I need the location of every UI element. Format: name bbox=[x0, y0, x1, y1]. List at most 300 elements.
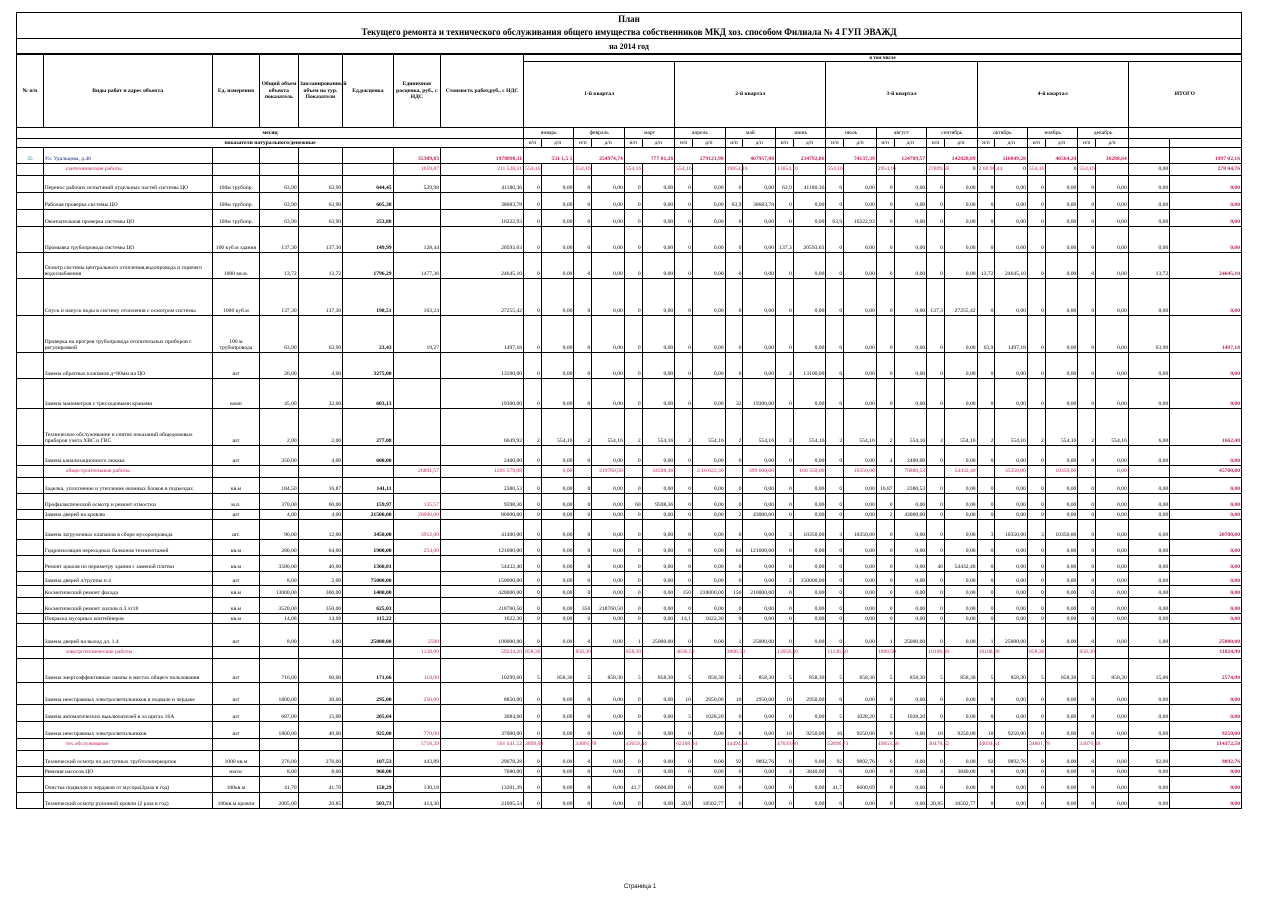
section-month-cell bbox=[693, 647, 726, 659]
sub-n: н/п bbox=[1078, 139, 1096, 148]
work-name: Ревизия насосов ЦО bbox=[43, 767, 212, 777]
month-cell: 0 bbox=[1078, 572, 1096, 586]
month-cell: 2 bbox=[776, 409, 794, 446]
month-cell: 0 bbox=[826, 478, 844, 494]
object-month-9: 142828,89 bbox=[927, 148, 977, 164]
row-total-qty: 1,00 bbox=[1128, 624, 1170, 647]
work-cost: 86000,00 bbox=[441, 510, 524, 520]
month-cell: 0,00 bbox=[944, 751, 977, 767]
month-cell: 0 bbox=[1027, 586, 1045, 598]
row-total-sum: 0,00 bbox=[1170, 227, 1242, 253]
section-month-cell bbox=[1045, 647, 1078, 659]
unit-price bbox=[393, 193, 440, 210]
month-cell: 0 bbox=[1078, 510, 1096, 520]
month-cell: 0,00 bbox=[693, 510, 726, 520]
cell bbox=[298, 739, 342, 751]
month-cell: 0 bbox=[876, 556, 894, 572]
month-cell: 0,00 bbox=[743, 767, 776, 777]
month-cell: 0,00 bbox=[541, 316, 574, 353]
section-month-cell: 554,16 bbox=[574, 164, 592, 176]
month-cell: 858,30 bbox=[693, 659, 726, 683]
month-cell: 0 bbox=[826, 494, 844, 510]
month-cell: 0,00 bbox=[995, 556, 1028, 572]
month-cell: 0,00 bbox=[1096, 572, 1129, 586]
unit-price: 163,24 bbox=[393, 279, 440, 316]
month-cell: 2950,00 bbox=[693, 683, 726, 705]
month-cell: 0 bbox=[574, 540, 592, 556]
month-cell: 0,00 bbox=[1096, 227, 1129, 253]
month-cell: 0,00 bbox=[793, 705, 826, 722]
month-cell: 0,00 bbox=[1045, 210, 1078, 227]
unit-price-unit: 1900,00 bbox=[343, 540, 393, 556]
month-cell: 0,00 bbox=[541, 353, 574, 379]
month-cell: 0,00 bbox=[1045, 722, 1078, 739]
section-cost: 1659,87 bbox=[393, 164, 440, 176]
work-name: Замена дверей на выход дл. 1.4 bbox=[43, 624, 212, 647]
object-cost-total: 1978898,11 bbox=[441, 148, 524, 164]
month-cell: 0 bbox=[876, 227, 894, 253]
planned-volume: 41,70 bbox=[298, 777, 342, 793]
month-cell: 43000,00 bbox=[894, 510, 927, 520]
row-num bbox=[17, 353, 44, 379]
work-unit: насос bbox=[212, 767, 259, 777]
unit-price: 128,44 bbox=[393, 227, 440, 253]
total-volume: 350,00 bbox=[260, 446, 299, 466]
month-cell: 0 bbox=[524, 316, 542, 353]
work-cost: 24645,10 bbox=[441, 253, 524, 279]
month-cell: 63,9 bbox=[725, 193, 743, 210]
month-cell: 0 bbox=[776, 446, 794, 466]
section-month-cell: 44694,54 bbox=[977, 739, 995, 751]
month-cell: 0 bbox=[927, 478, 945, 494]
total-volume: 687,00 bbox=[260, 705, 299, 722]
month-cell: 0,00 bbox=[944, 624, 977, 647]
month-cell: 0,00 bbox=[844, 793, 877, 809]
row-total-qty: 0,00 bbox=[1128, 683, 1170, 705]
month-cell: 43000,00 bbox=[743, 510, 776, 520]
work-cost: 1497,18 bbox=[441, 316, 524, 353]
month-4: апрель bbox=[675, 128, 725, 139]
month-cell: 16222,93 bbox=[844, 210, 877, 227]
month-cell: 0,00 bbox=[894, 316, 927, 353]
month-cell: 0,00 bbox=[1045, 510, 1078, 520]
month-cell: 0,00 bbox=[995, 572, 1028, 586]
month-cell: 0 bbox=[977, 572, 995, 586]
month-cell: 0,00 bbox=[793, 586, 826, 598]
work-unit: кв.м bbox=[212, 556, 259, 572]
unit-price bbox=[393, 210, 440, 227]
month-cell: 554,16 bbox=[1096, 409, 1129, 446]
unit-price-unit: 159,97 bbox=[343, 494, 393, 510]
sub-n: н/п bbox=[574, 139, 592, 148]
month-cell: 0 bbox=[1078, 210, 1096, 227]
month-cell: 0 bbox=[876, 253, 894, 279]
month-cell: 0,00 bbox=[743, 176, 776, 193]
month-cell: 0 bbox=[524, 279, 542, 316]
month-cell: 0,00 bbox=[793, 316, 826, 353]
sub-n: н/п bbox=[624, 139, 642, 148]
work-cost: 37000,00 bbox=[441, 722, 524, 739]
month-cell: 0 bbox=[675, 446, 693, 466]
month-cell: 0 bbox=[725, 705, 743, 722]
table-row bbox=[17, 683, 1242, 705]
section-month-cell bbox=[793, 739, 826, 751]
month-cell: 0,00 bbox=[592, 683, 625, 705]
total-volume: 2085,00 bbox=[260, 793, 299, 809]
month-cell: 0,00 bbox=[1045, 586, 1078, 598]
month-cell: 0,00 bbox=[944, 446, 977, 466]
work-name: Замена канализационного лежака bbox=[43, 446, 212, 466]
unit-price bbox=[393, 478, 440, 494]
row-total-sum: 0,00 bbox=[1170, 540, 1242, 556]
month-cell: 0,00 bbox=[844, 379, 877, 409]
month-cell: 0,00 bbox=[743, 556, 776, 572]
row-total-sum: 0,00 bbox=[1170, 705, 1242, 722]
section-cost-total: 59234,20 bbox=[441, 647, 524, 659]
table-row bbox=[17, 379, 1242, 409]
month-cell: 4 bbox=[776, 353, 794, 379]
row-total-qty: 0,00 bbox=[1128, 193, 1170, 210]
month-cell: 0 bbox=[876, 722, 894, 739]
month-cell: 0,00 bbox=[541, 510, 574, 520]
month-cell: 0 bbox=[1078, 379, 1096, 409]
month-cell: 0 bbox=[574, 316, 592, 353]
table-row bbox=[17, 279, 1242, 316]
row-total-qty: 0,00 bbox=[1128, 598, 1170, 614]
section-month-cell: 554,16 bbox=[1027, 164, 1045, 176]
month-cell: 3 bbox=[826, 520, 844, 540]
month-cell: 0 bbox=[524, 777, 542, 793]
section-month-cell: 70880,53 bbox=[894, 466, 927, 478]
object-month-6: 234792,06 bbox=[776, 148, 826, 164]
total-volume: 14,08 bbox=[260, 614, 299, 624]
month-cell: 5 bbox=[675, 659, 693, 683]
cell bbox=[260, 148, 299, 164]
planned-volume: 4,00 bbox=[298, 510, 342, 520]
unit-price-unit: 21500,00 bbox=[343, 510, 393, 520]
section-label: тех.обслуживание bbox=[43, 739, 212, 751]
month-cell: 0 bbox=[675, 510, 693, 520]
row-total-sum: 0,00 bbox=[1170, 446, 1242, 466]
month-cell: 0,00 bbox=[592, 520, 625, 540]
month-cell: 0 bbox=[977, 683, 995, 705]
table-row bbox=[17, 705, 1242, 722]
month-cell: 0 bbox=[927, 683, 945, 705]
sub-n: н/п bbox=[776, 139, 794, 148]
month-cell: 2 bbox=[1078, 409, 1096, 446]
sub-n: н/п bbox=[977, 139, 995, 148]
month-cell: 5 bbox=[876, 705, 894, 722]
work-unit: шт bbox=[212, 722, 259, 739]
month-cell: 0,00 bbox=[1096, 683, 1129, 705]
month-11: ноябрь bbox=[1027, 128, 1077, 139]
month-cell: 0 bbox=[725, 210, 743, 227]
month-cell: 0 bbox=[977, 353, 995, 379]
month-cell: 0 bbox=[574, 572, 592, 586]
month-cell: 0 bbox=[977, 193, 995, 210]
month-cell: 0,00 bbox=[642, 176, 675, 193]
month-cell: 0 bbox=[826, 379, 844, 409]
month-cell: 32 bbox=[725, 379, 743, 409]
month-cell: 0 bbox=[776, 751, 794, 767]
month-cell: 2950,00 bbox=[743, 683, 776, 705]
row-num bbox=[17, 614, 44, 624]
month-cell: 0,00 bbox=[743, 279, 776, 316]
section-month-cell: 13654,16 bbox=[776, 164, 794, 176]
work-unit: шт bbox=[212, 572, 259, 586]
section-month-cell: 4836,50 bbox=[675, 647, 693, 659]
total-volume: 13000,00 bbox=[260, 586, 299, 598]
month-cell: 0 bbox=[524, 478, 542, 494]
month-cell: 0,00 bbox=[541, 722, 574, 739]
month-cell: 0,00 bbox=[944, 540, 977, 556]
section-month-cell bbox=[1027, 466, 1045, 478]
section-month-cell bbox=[524, 466, 542, 478]
month-cell: 0 bbox=[624, 598, 642, 614]
month-cell: 0,00 bbox=[592, 624, 625, 647]
work-name: Замена неисправных электросветильников в подвале и чердаке bbox=[43, 683, 212, 705]
month-cell: 0,00 bbox=[743, 353, 776, 379]
month-cell: 0 bbox=[826, 193, 844, 210]
month-cell: 0 bbox=[1027, 722, 1045, 739]
month-cell: 0,00 bbox=[1045, 227, 1078, 253]
month-cell: 0 bbox=[725, 478, 743, 494]
month-cell: 2 bbox=[725, 510, 743, 520]
month-cell: 0 bbox=[574, 210, 592, 227]
sub-d: д/п bbox=[642, 139, 675, 148]
month-cell: 9250,00 bbox=[944, 722, 977, 739]
section-month-cell bbox=[826, 466, 844, 478]
month-5: май bbox=[725, 128, 775, 139]
month-cell: 0,00 bbox=[642, 253, 675, 279]
month-cell: 0,00 bbox=[592, 705, 625, 722]
section-month-cell: 3899,09 bbox=[524, 739, 542, 751]
month-cell: 137,3 bbox=[776, 227, 794, 253]
section-month-cell: 10108,30 bbox=[927, 647, 945, 659]
month-cell: 0,00 bbox=[894, 379, 927, 409]
month-cell: 5 bbox=[675, 705, 693, 722]
month-cell: 0 bbox=[826, 279, 844, 316]
month-cell: 0 bbox=[725, 777, 743, 793]
month-cell: 0,00 bbox=[1096, 722, 1129, 739]
month-cell: 554,16 bbox=[995, 409, 1028, 446]
month-cell: 0 bbox=[1078, 751, 1096, 767]
month-cell: 0 bbox=[927, 520, 945, 540]
object-month-4: 279121,90 bbox=[675, 148, 725, 164]
month-cell: 0,00 bbox=[541, 705, 574, 722]
cell bbox=[343, 148, 393, 164]
month-cell: 0 bbox=[1027, 227, 1045, 253]
row-num bbox=[17, 540, 44, 556]
month-cell: 0,00 bbox=[693, 478, 726, 494]
month-cell: 0 bbox=[1078, 586, 1096, 598]
unit-price-unit: 198,51 bbox=[343, 279, 393, 316]
month-cell: 0 bbox=[524, 353, 542, 379]
unit-price bbox=[393, 353, 440, 379]
month-cell: 0,00 bbox=[592, 494, 625, 510]
section-label: сантехнические работы bbox=[43, 164, 212, 176]
month-cell: 0 bbox=[927, 598, 945, 614]
month-cell: 0,00 bbox=[995, 279, 1028, 316]
month-cell: 0 bbox=[675, 353, 693, 379]
work-name: Гидроизоляция переходных балконов техничэтажей bbox=[43, 540, 212, 556]
month-cell: 0 bbox=[876, 316, 894, 353]
month-cell: 0,00 bbox=[844, 556, 877, 572]
month-cell: 0,00 bbox=[793, 614, 826, 624]
month-cell: 0 bbox=[624, 510, 642, 520]
sub-n: н/п bbox=[725, 139, 743, 148]
work-name: Технический осмотр по доступных трубтолоперкорпок bbox=[43, 751, 212, 767]
month-cell: 41,7 bbox=[624, 777, 642, 793]
section-cost-total: 501 341,52 bbox=[441, 739, 524, 751]
month-cell: 0,00 bbox=[642, 614, 675, 624]
month-cell: 0,00 bbox=[1045, 494, 1078, 510]
month-cell: 0,00 bbox=[995, 540, 1028, 556]
month-cell: 0,00 bbox=[1096, 210, 1129, 227]
month-cell: 0 bbox=[574, 751, 592, 767]
month-cell: 0 bbox=[1027, 793, 1045, 809]
sub-d: д/п bbox=[592, 139, 625, 148]
month-cell: 9250,00 bbox=[844, 722, 877, 739]
month-cell: 0,00 bbox=[894, 193, 927, 210]
row-num bbox=[17, 793, 44, 809]
header-quarter-1: 1-й квартал bbox=[524, 62, 675, 128]
work-name: Косметический ремонт фасада bbox=[43, 586, 212, 598]
month-cell: 20593,63 bbox=[793, 227, 826, 253]
work-name: Замена неисправных электросветильников bbox=[43, 722, 212, 739]
month-cell: 0,00 bbox=[693, 446, 726, 466]
month-cell: 0,00 bbox=[592, 379, 625, 409]
month-cell: 0,00 bbox=[642, 751, 675, 767]
row-num bbox=[17, 210, 44, 227]
month-cell: 40 bbox=[927, 556, 945, 572]
month-cell: 0 bbox=[927, 353, 945, 379]
table-row bbox=[17, 614, 1242, 624]
month-cell: 0,00 bbox=[995, 176, 1028, 193]
month-cell: 0 bbox=[927, 446, 945, 466]
planned-volume: 40,00 bbox=[298, 556, 342, 572]
section-month-cell: 52896,73 bbox=[826, 739, 844, 751]
month-cell: 0 bbox=[675, 520, 693, 540]
section-total-sum: 45700,00 bbox=[1170, 466, 1242, 478]
month-cell: 0,00 bbox=[793, 253, 826, 279]
month-cell: 3 bbox=[1027, 520, 1045, 540]
month-cell: 0 bbox=[977, 614, 995, 624]
month-cell: 0 bbox=[524, 793, 542, 809]
section-month-cell: 10350,00 bbox=[1045, 466, 1078, 478]
month-cell: 63,9 bbox=[826, 210, 844, 227]
month-cell: 0 bbox=[624, 793, 642, 809]
section-label: электротехнические работы bbox=[43, 647, 212, 659]
work-cost: 8850,00 bbox=[441, 683, 524, 705]
month-cell: 0,00 bbox=[894, 767, 927, 777]
month-cell: 0,00 bbox=[894, 520, 927, 540]
month-cell: 0,00 bbox=[995, 193, 1028, 210]
month-12: декабрь bbox=[1078, 128, 1128, 139]
month-cell: 0,00 bbox=[693, 353, 726, 379]
month-cell: 0 bbox=[574, 176, 592, 193]
month-cell: 858,30 bbox=[642, 659, 675, 683]
month-cell: 554,16 bbox=[1045, 409, 1078, 446]
section-month-cell: 34801,78 bbox=[1027, 739, 1045, 751]
section-month-cell bbox=[1096, 647, 1129, 659]
month-cell: 0 bbox=[725, 316, 743, 353]
unit-price-unit: 3450,00 bbox=[343, 520, 393, 540]
month-cell: 0 bbox=[1078, 353, 1096, 379]
month-cell: 0 bbox=[675, 722, 693, 739]
month-cell: 2 bbox=[927, 409, 945, 446]
month-cell: 3840,00 bbox=[793, 767, 826, 777]
month-cell: 0 bbox=[624, 353, 642, 379]
month-cell: 2 bbox=[574, 409, 592, 446]
month-cell: 0,00 bbox=[844, 614, 877, 624]
section-month-cell bbox=[876, 466, 894, 478]
object-month-10: 116849,28 bbox=[977, 148, 1027, 164]
month-cell: 0,00 bbox=[1045, 556, 1078, 572]
month-cell: 0,00 bbox=[793, 751, 826, 767]
month-cell: 0 bbox=[826, 510, 844, 520]
month-cell: 0,00 bbox=[743, 705, 776, 722]
section-month-cell: 2954,16 bbox=[876, 164, 894, 176]
spreadsheet-sheet bbox=[16, 12, 1242, 809]
section-month-cell: 34801,78 bbox=[574, 739, 592, 751]
table-row bbox=[17, 494, 1242, 510]
month-cell: 9892,76 bbox=[743, 751, 776, 767]
work-name: Промывка трубопровода системы ЦО bbox=[43, 227, 212, 253]
month-cell: 0,00 bbox=[793, 556, 826, 572]
unit-price: 135,57 bbox=[393, 494, 440, 510]
work-name: Замена дверей на кровлю bbox=[43, 510, 212, 520]
work-unit: 100 куб.м здания bbox=[212, 227, 259, 253]
month-cell: 0 bbox=[524, 556, 542, 572]
section-month-cell: 0 bbox=[995, 164, 1028, 176]
month-cell: 218760,50 bbox=[592, 598, 625, 614]
month-cell: 858,30 bbox=[743, 659, 776, 683]
row-total-sum: 20700,00 bbox=[1170, 520, 1242, 540]
section-month-cell: 13058,30 bbox=[776, 647, 794, 659]
sub-d: д/п bbox=[743, 139, 776, 148]
month-cell: 0,00 bbox=[995, 494, 1028, 510]
month-cell: 0 bbox=[675, 253, 693, 279]
month-10: октябрь bbox=[977, 128, 1027, 139]
month-cell: 0 bbox=[624, 614, 642, 624]
section-month-cell: 10108,30 bbox=[977, 647, 995, 659]
month-cell: 0,00 bbox=[541, 556, 574, 572]
month-cell: 0 bbox=[977, 598, 995, 614]
work-cost: 38683,78 bbox=[441, 193, 524, 210]
month-cell: 1 bbox=[725, 624, 743, 647]
row-total-qty: 0,00 bbox=[1128, 793, 1170, 809]
planned-volume: 2,00 bbox=[298, 572, 342, 586]
section-month-cell bbox=[977, 466, 995, 478]
unit-price-unit: 925,00 bbox=[343, 722, 393, 739]
cell bbox=[298, 164, 342, 176]
work-name: Покраска мусорных контейнеров bbox=[43, 614, 212, 624]
month-cell: 0 bbox=[826, 598, 844, 614]
month-cell: 1622,30 bbox=[693, 614, 726, 624]
month-cell: 0,00 bbox=[592, 253, 625, 279]
month-cell: 0,00 bbox=[743, 478, 776, 494]
month-cell: 2 bbox=[1027, 409, 1045, 446]
cell bbox=[17, 739, 44, 751]
month-cell: 0 bbox=[675, 379, 693, 409]
month-cell: 0 bbox=[675, 624, 693, 647]
unit-price: 529,98 bbox=[393, 176, 440, 193]
row-total-sum: 0,00 bbox=[1170, 353, 1242, 379]
month-cell: 0,00 bbox=[844, 446, 877, 466]
month-cell: 0,00 bbox=[693, 777, 726, 793]
month-cell: 0 bbox=[927, 210, 945, 227]
